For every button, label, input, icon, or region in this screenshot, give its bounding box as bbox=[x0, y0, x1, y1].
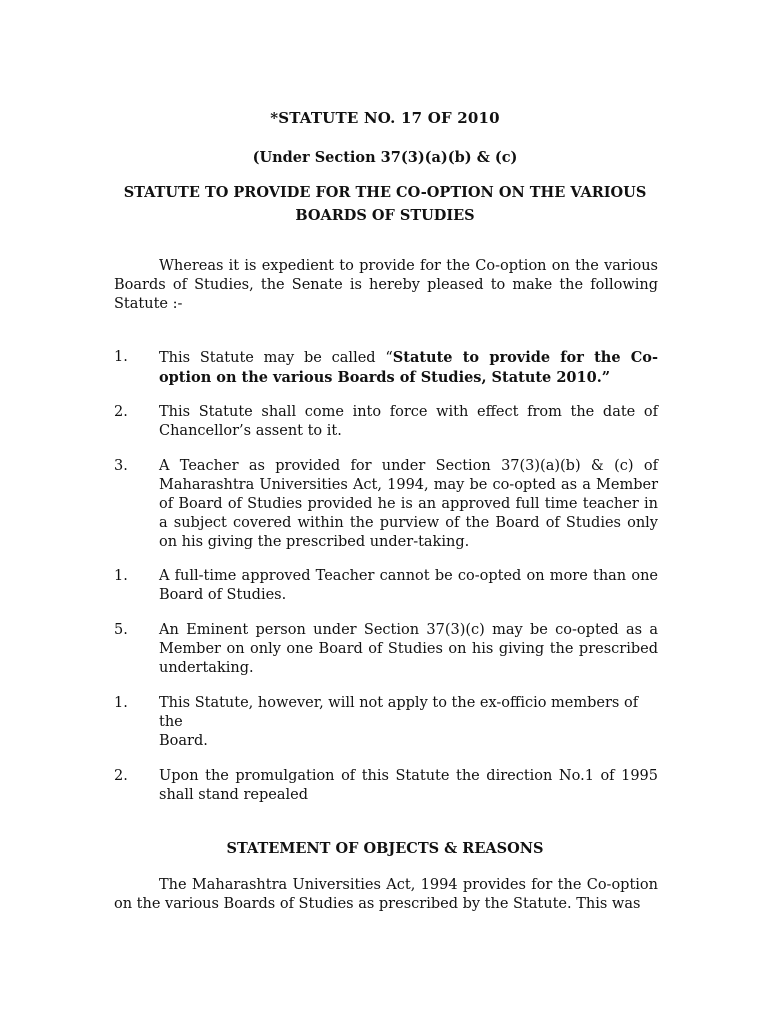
item-text: Upon the promulgation of this Statute the direction No.1 of 1995 shall stand repealed bbox=[159, 768, 658, 803]
objects-text: The Maharashtra Universities Act, 1994 provides for the Co-option on the various Boards of Studies as prescribed by the Statute. This was bbox=[114, 877, 658, 912]
item-text: This Statute shall come into force with effect from the date of Chancellor’s assent to it. bbox=[159, 404, 658, 439]
preamble-text: Whereas it is expedient to provide for the Co-option on the various Boards of Studies, the Senate is hereby pleased to make the following Statute :- bbox=[114, 258, 658, 312]
preamble-paragraph bbox=[114, 257, 658, 314]
item-text-bold: Statute to provide for the Co-option on the various Boards of Studies, Statute 2010.” bbox=[159, 349, 658, 386]
objects-heading: STATEMENT OF OBJECTS & REASONS bbox=[226, 840, 544, 857]
item-text-line: the bbox=[159, 714, 183, 730]
statute-subtitle: (Under Section 37(3)(a)(b) & (c) bbox=[252, 149, 518, 166]
item-text: An Eminent person under Section 37(3)(c) may be co-opted as a Member on only one Board of Studies on his giving the prescribed undertaking. bbox=[159, 622, 658, 676]
item-text bbox=[159, 694, 658, 751]
item-number: 1. bbox=[114, 695, 128, 711]
statute-heading: STATUTE TO PROVIDE FOR THE CO-OPTION ON THE VARIOUS BOARDS OF STUDIES bbox=[123, 184, 647, 224]
item-number: 1. bbox=[114, 349, 128, 365]
item-text-plain: This Statute may be called “ bbox=[159, 350, 393, 366]
item-number: 1. bbox=[114, 568, 128, 584]
item-text: A full-time approved Teacher cannot be co-opted on more than one Board of Studies. bbox=[159, 568, 658, 603]
item-number: 2. bbox=[114, 768, 128, 784]
item-number: 2. bbox=[114, 404, 128, 420]
item-number: 3. bbox=[114, 458, 128, 474]
item-text: A Teacher as provided for under Section 37(3)(a)(b) & (c) of Maharashtra Universities Act, 1994, may be co-opted as a Member of Board of Studies provided he is an approved full time teacher in a subject covered within the purview of the Board of Studies only on his giving the prescribed under-taking. bbox=[159, 458, 658, 550]
item-text bbox=[159, 348, 658, 388]
objects-paragraph bbox=[114, 876, 658, 914]
statute-title: *STATUTE NO. 17 OF 2010 bbox=[270, 109, 500, 127]
item-number: 5. bbox=[114, 622, 128, 638]
item-text-line: Board. bbox=[159, 733, 208, 749]
item-text-line: This Statute, however, will not apply to the ex-officio members of bbox=[159, 695, 639, 711]
